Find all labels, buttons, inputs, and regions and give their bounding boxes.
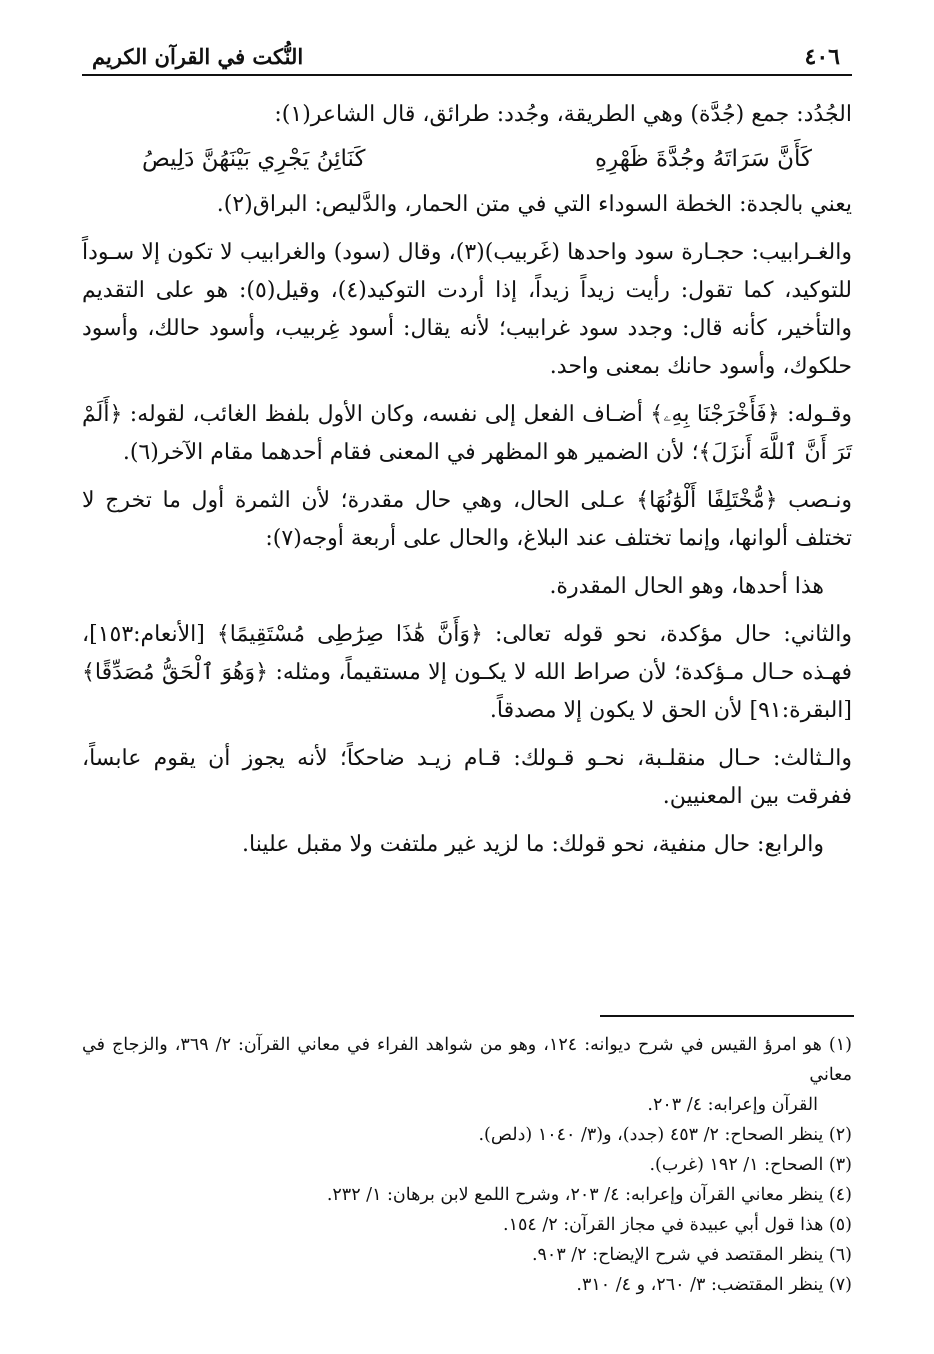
main-text xyxy=(82,96,852,874)
page-number: ٤٠٦ xyxy=(804,44,840,70)
paragraph-9: والرابع: حال منفية، نحو قولك: ما لزيد غير ملتفت ولا مقبل علينا. xyxy=(242,832,824,857)
verse-first-hemistich: كَأَنَّ سَرَاتَهُ وجُدَّةَ ظَهْرِهِ xyxy=(595,146,812,172)
paragraph-1: الجُدُد: جمع (جُدَّة) وهي الطريقة، وجُدد: طرائق، قال الشاعر(١): xyxy=(274,102,852,127)
paragraph-6: هذا أحدها، وهو الحال المقدرة. xyxy=(549,574,824,599)
footnotes xyxy=(82,1030,852,1300)
page-header xyxy=(82,38,852,76)
footnote-7: (٧) ينظر المقتضب: ٣/ ٢٦٠، و ٤/ ٣١٠. xyxy=(576,1275,852,1295)
poetry-verse xyxy=(82,140,852,178)
footnote-1: (١) هو امرؤ القيس في شرح ديوانه: ١٢٤، وهو من شواهد الفراء في معاني القرآن: ٢/ ٣٦٩، والزجاج في معاني xyxy=(82,1035,852,1085)
paragraph-7: والثاني: حال مؤكدة، نحو قوله تعالى: ﴿وَأَنَّ هَٰذَا صِرَٰطِى مُسْتَقِيمًا﴾ [الأنعام:١٥٣]، فهـذه حـال مـؤكدة؛ لأن صراط الله لا يكـون إلا مستقيماً، ومثله: ﴿وَهُوَ ٱلْحَقُّ مُصَدِّقًا﴾ [البقرة:٩١] لأن الحق لا يكون إلا مصدقاً. xyxy=(82,622,852,723)
paragraph-4: وقـوله: ﴿فَأَخْرَجْنَا بِهِۦ﴾ أضـاف الفعل إلى نفسه، وكان الأول بلفظ الغائب، لقوله: ﴿أَلَمْ تَرَ أَنَّ ٱللَّهَ أَنزَلَ﴾؛ لأن الضمير هو المظهر في المعنى فقام أحدهما مقام الآخر(٦). xyxy=(82,402,852,465)
footnote-2: (٢) ينظر الصحاح: ٢/ ٤٥٣ (جدد)، و(٣/ ١٠٤٠ (دلص). xyxy=(478,1125,852,1145)
paragraph-2: يعني بالجدة: الخطة السوداء التي في متن الحمار، والدَّليص: البراق(٢). xyxy=(216,192,852,217)
paragraph-8: والـثالث: حـال منقلـبة، نحـو قـولك: قـام زيـد ضاحكاً؛ لأنه يجوز أن يقوم عابساً، ففرقت بين المعنيين. xyxy=(82,746,852,809)
footnote-4: (٤) ينظر معاني القرآن وإعرابه: ٤/ ٢٠٣، وشرح اللمع لابن برهان: ١/ ٢٣٢. xyxy=(326,1185,852,1205)
verse-second-hemistich: كَنَائِنُ يَجْرِي بَيْنَهُنَّ دَلِيصُ xyxy=(142,146,366,172)
running-title: النُّكت في القرآن الكريم xyxy=(92,44,304,69)
footnote-1-continuation: القرآن وإعرابه: ٤/ ٢٠٣. xyxy=(647,1095,818,1115)
footnote-3: (٣) الصحاح: ١/ ١٩٢ (غرب). xyxy=(649,1155,852,1175)
footnote-6: (٦) ينظر المقتصد في شرح الإيضاح: ٢/ ٩٠٣. xyxy=(531,1245,852,1265)
header-rule xyxy=(82,74,852,76)
paragraph-5: ونـصب ﴿مُّخْتَلِفًا أَلْوَٰنُهَا﴾ عـلى الحال، وهي حال مقدرة؛ لأن الثمرة أول ما تخرج لا تختلف ألوانها، وإنما تختلف عند البلاغ، والحال على أربعة أوجه(٧): xyxy=(82,488,852,551)
paragraph-3: والغـرابيب: حجـارة سود واحدها (غَربيب)(٣)، وقال (سود) والغرابيب لا تكون إلا سـوداً للتوكيد، كما تقول: رأيت زيداً زيداً، إذا أردت التوكيد(٤)، وقيل(٥): هو على التقديم والتأخير، كأنه قال: وجدد سود غرابيب؛ لأنه يقال: أسود غِربيب، وأسود حالك، وأسود حلكوك، وأسود حانك بمعنى واحد. xyxy=(82,240,853,379)
footnote-separator xyxy=(600,1015,854,1017)
footnote-5: (٥) هذا قول أبي عبيدة في مجاز القرآن: ٢/ ١٥٤. xyxy=(502,1215,852,1235)
